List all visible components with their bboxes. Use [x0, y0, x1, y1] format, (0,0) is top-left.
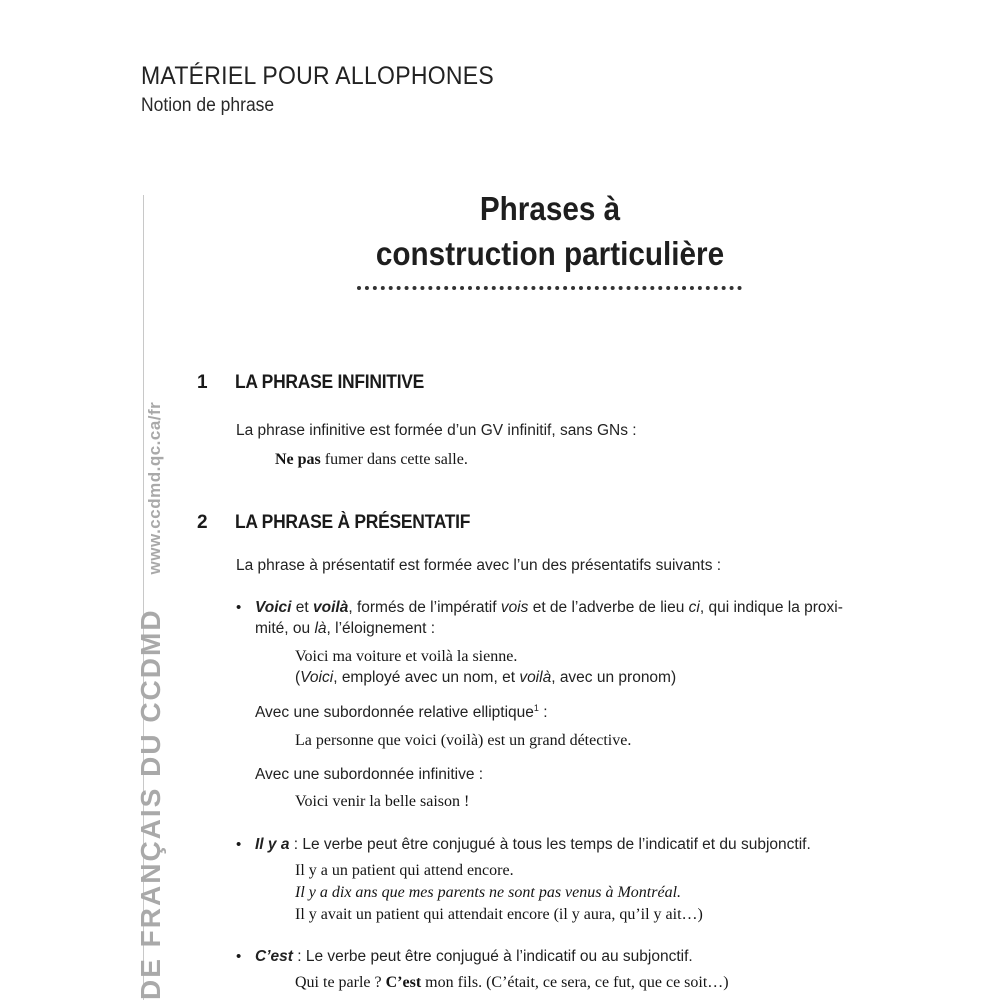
- document-header-title: MATÉRIEL POUR ALLOPHONES: [141, 62, 495, 90]
- voici-example-1: Voici ma voiture et voilà la sienne.: [295, 648, 518, 665]
- bullet-voici: •: [236, 599, 242, 616]
- section-2-heading: LA PHRASE À PRÉSENTATIF: [235, 512, 471, 533]
- voici-definition-line2: mité, ou là, l’éloignement :: [255, 620, 436, 637]
- sidebar-url: www.ccdmd.qc.ca/fr: [145, 401, 164, 575]
- bullet-il-y-a: •: [236, 836, 242, 853]
- title-dotted-rule: [357, 286, 742, 290]
- voici-infinitive-example: Voici venir la belle saison !: [295, 793, 470, 810]
- c-est-example-1: Qui te parle ? C’est mon fils. (C’était, ce sera, ce fut, que ce soit…): [295, 974, 729, 991]
- il-y-a-example-2: Il y a dix ans que mes parents ne sont pas venus à Montréal.: [295, 884, 682, 901]
- voici-infinitive-label: Avec une subordonnée infinitive :: [255, 766, 484, 783]
- section-1-heading: LA PHRASE INFINITIVE: [235, 372, 425, 393]
- il-y-a-example-1: Il y a un patient qui attend encore.: [295, 862, 514, 879]
- section-1-example: Ne pas fumer dans cette salle.: [275, 451, 468, 468]
- voici-relative-example: La personne que voici (voilà) est un grand détective.: [295, 732, 632, 749]
- c-est-definition: C’est : Le verbe peut être conjugué à l’indicatif ou au subjonctif.: [255, 948, 693, 965]
- voici-definition-line1: Voici et voilà, formés de l’impératif vois et de l’adverbe de lieu ci, qui indique la proxi-: [255, 599, 843, 616]
- sidebar-vertical-text: [135, 402, 167, 1000]
- il-y-a-definition: Il y a : Le verbe peut être conjugué à tous les temps de l’indicatif et du subjonctif.: [255, 836, 811, 853]
- il-y-a-example-3: Il y avait un patient qui attendait encore (il y aura, qu’il y ait…): [295, 906, 703, 923]
- section-2-number: 2: [197, 512, 208, 533]
- section-2-intro: La phrase à présentatif est formée avec l’un des présentatifs suivants :: [236, 557, 722, 574]
- page-title-line1: Phrases à: [479, 190, 621, 227]
- bullet-c-est: •: [236, 948, 242, 965]
- page-title-line2: construction particulière: [375, 235, 725, 272]
- section-1-number: 1: [197, 372, 208, 393]
- section-1-intro: La phrase infinitive est formée d’un GV infinitif, sans GNs :: [236, 422, 637, 439]
- document-header-subtitle: Notion de phrase: [141, 95, 275, 116]
- voici-relative-label: Avec une subordonnée relative elliptique$^1$ :: [255, 703, 548, 722]
- voici-example-2: (Voici, employé avec un nom, et voilà, avec un pronom): [295, 669, 677, 686]
- sidebar-brand: DE FRANÇAIS DU CCDMD: [135, 608, 166, 1000]
